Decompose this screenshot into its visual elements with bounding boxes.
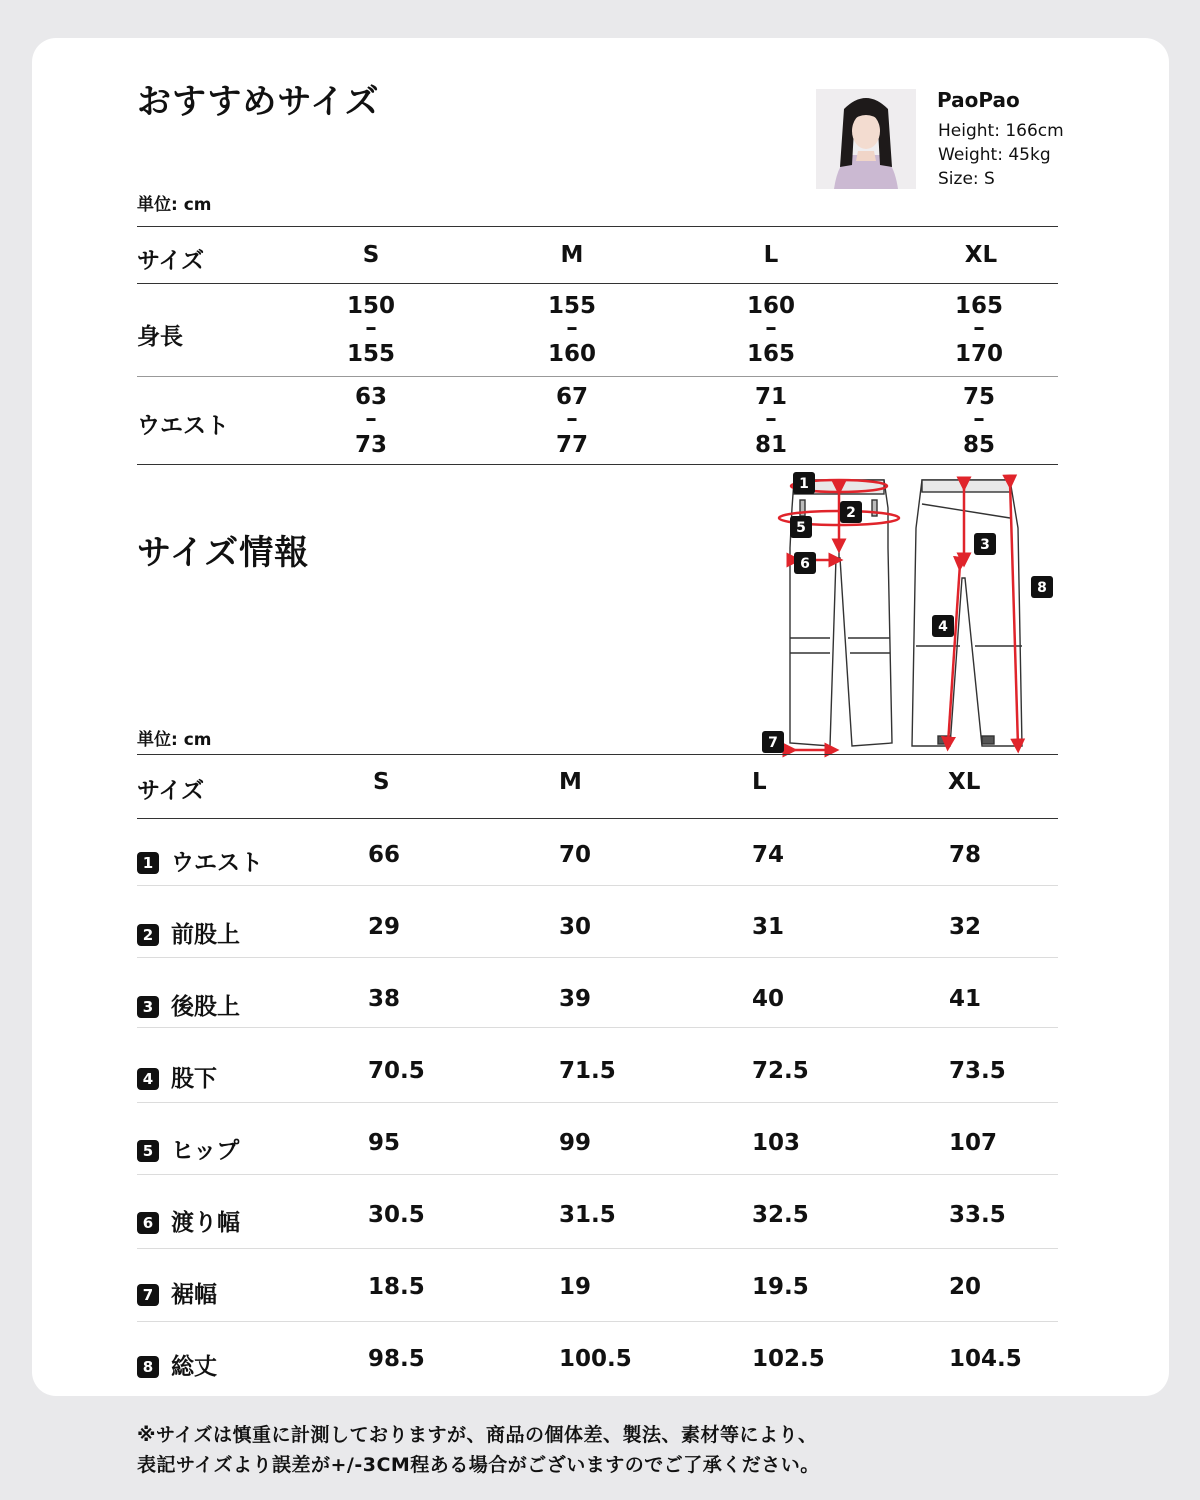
svg-text:6: 6: [800, 556, 810, 572]
spec-value: 71.5: [559, 1058, 616, 1084]
waist-range-xl: 75 – 85: [962, 384, 995, 458]
spec-value: 102.5: [752, 1346, 825, 1372]
pants-measurement-diagram: [760, 468, 1060, 762]
row-label-text: 裾幅: [171, 1282, 217, 1308]
spec-value: 20: [949, 1274, 982, 1300]
spec-value: 100.5: [559, 1346, 632, 1372]
table-rule: [137, 464, 1058, 465]
spec-value: 19: [559, 1274, 592, 1300]
marker-7: [762, 731, 784, 753]
marker-1: [793, 472, 815, 494]
size-header-xl: XL: [964, 242, 998, 268]
svg-text:3: 3: [980, 537, 990, 553]
size-header-l: L: [752, 769, 767, 795]
spec-value: 18.5: [368, 1274, 425, 1300]
spec-value: 32: [949, 914, 982, 940]
height-range-s: 150 – 155: [346, 293, 395, 367]
size-header-s: S: [373, 769, 390, 795]
waist-range-s: 63 – 73: [354, 384, 387, 458]
unit-label: 単位: cm: [137, 195, 212, 215]
footnote-line-1: ※サイズは慎重に計測しておりますが、商品の個体差、製法、素材等により、: [137, 1424, 818, 1446]
marker-3: [974, 533, 996, 555]
size-header-s: S: [362, 242, 380, 268]
size-header-m: M: [559, 769, 582, 795]
spec-value: 70: [559, 842, 592, 868]
row-number-badge: 6: [137, 1212, 159, 1234]
waist-range-l: 71 – 81: [754, 384, 787, 458]
spec-value: 40: [752, 986, 785, 1012]
row-label-text: 前股上: [171, 922, 240, 948]
row-label-text: ウエスト: [171, 850, 263, 876]
row-label-text: 総丈: [171, 1354, 217, 1380]
size-info-title: サイズ情報: [137, 533, 310, 573]
spec-value: 95: [368, 1130, 401, 1156]
row-divider: [137, 957, 1058, 958]
size-header-label: サイズ: [137, 778, 205, 804]
row-label-text: 股下: [171, 1066, 217, 1092]
unit-label: 単位: cm: [137, 730, 212, 750]
row-label-text: 後股上: [171, 994, 240, 1020]
back-pants-outline: [912, 480, 1022, 746]
table-rule: [137, 818, 1058, 819]
spec-value: 33.5: [949, 1202, 1006, 1228]
row-label-text: ヒップ: [171, 1138, 240, 1164]
row-divider: [137, 885, 1058, 886]
size-header-xl: XL: [948, 769, 981, 795]
spec-value: 30: [559, 914, 592, 940]
spec-value: 41: [949, 986, 982, 1012]
row-divider: [137, 1321, 1058, 1322]
row-label-height: 身長: [137, 324, 183, 350]
spec-row-label: [137, 1276, 217, 1309]
spec-row-label: [137, 988, 240, 1021]
size-header-label: サイズ: [137, 248, 205, 274]
spec-value: 99: [559, 1130, 592, 1156]
table-rule: [137, 754, 1058, 755]
row-number-badge: 7: [137, 1284, 159, 1306]
spec-value: 29: [368, 914, 401, 940]
row-divider: [137, 1102, 1058, 1103]
spec-value: 31: [752, 914, 785, 940]
spec-value: 73.5: [949, 1058, 1006, 1084]
footnote-line-2: 表記サイズより誤差が+/-3CM程ある場合がございますのでご了承ください。: [137, 1454, 820, 1476]
spec-value: 72.5: [752, 1058, 809, 1084]
svg-text:4: 4: [938, 619, 948, 635]
marker-6: [794, 552, 816, 574]
row-number-badge: 8: [137, 1356, 159, 1378]
svg-text:1: 1: [799, 476, 809, 492]
spec-value: 107: [949, 1130, 998, 1156]
height-range-xl: 165 – 170: [954, 293, 1003, 367]
recommended-size-title: おすすめサイズ: [137, 82, 380, 122]
spec-value: 78: [949, 842, 982, 868]
size-header-l: L: [763, 242, 779, 268]
spec-row-label: [137, 916, 240, 949]
row-label-text: 渡り幅: [171, 1210, 240, 1236]
spec-value: 39: [559, 986, 592, 1012]
marker-2: [840, 501, 862, 523]
waist-range-m: 67 – 77: [555, 384, 588, 458]
row-number-badge: 5: [137, 1140, 159, 1162]
model-size: Size: S: [938, 169, 995, 189]
svg-text:7: 7: [768, 735, 778, 751]
row-divider: [137, 1248, 1058, 1249]
model-photo: [816, 89, 916, 189]
spec-value: 32.5: [752, 1202, 809, 1228]
spec-value: 70.5: [368, 1058, 425, 1084]
model-height: Height: 166cm: [938, 121, 1064, 141]
table-rule: [137, 226, 1058, 227]
table-rule: [137, 283, 1058, 284]
spec-value: 30.5: [368, 1202, 425, 1228]
spec-value: 38: [368, 986, 401, 1012]
row-divider: [137, 1174, 1058, 1175]
size-header-m: M: [560, 242, 584, 268]
table-rule: [137, 376, 1058, 377]
model-name: PaoPao: [937, 88, 1020, 112]
spec-row-label: [137, 1204, 240, 1237]
height-range-l: 160 – 165: [746, 293, 795, 367]
row-number-badge: 2: [137, 924, 159, 946]
spec-row-label: [137, 1060, 217, 1093]
row-divider: [137, 1027, 1058, 1028]
marker-8: [1031, 576, 1053, 598]
marker-4: [932, 615, 954, 637]
svg-text:8: 8: [1037, 580, 1047, 596]
spec-value: 66: [368, 842, 401, 868]
spec-value: 98.5: [368, 1346, 425, 1372]
marker-5: [790, 516, 812, 538]
spec-value: 19.5: [752, 1274, 809, 1300]
height-range-m: 155 – 160: [547, 293, 596, 367]
spec-value: 31.5: [559, 1202, 616, 1228]
spec-row-label: [137, 844, 263, 877]
spec-value: 74: [752, 842, 785, 868]
spec-value: 103: [752, 1130, 801, 1156]
spec-row-label: [137, 1348, 217, 1381]
row-number-badge: 4: [137, 1068, 159, 1090]
svg-text:5: 5: [796, 520, 806, 536]
row-number-badge: 3: [137, 996, 159, 1018]
row-number-badge: 1: [137, 852, 159, 874]
svg-text:2: 2: [846, 505, 856, 521]
spec-value: 104.5: [949, 1346, 1022, 1372]
model-weight: Weight: 45kg: [938, 145, 1051, 165]
row-label-waist: ウエスト: [137, 413, 229, 439]
spec-row-label: [137, 1132, 239, 1165]
